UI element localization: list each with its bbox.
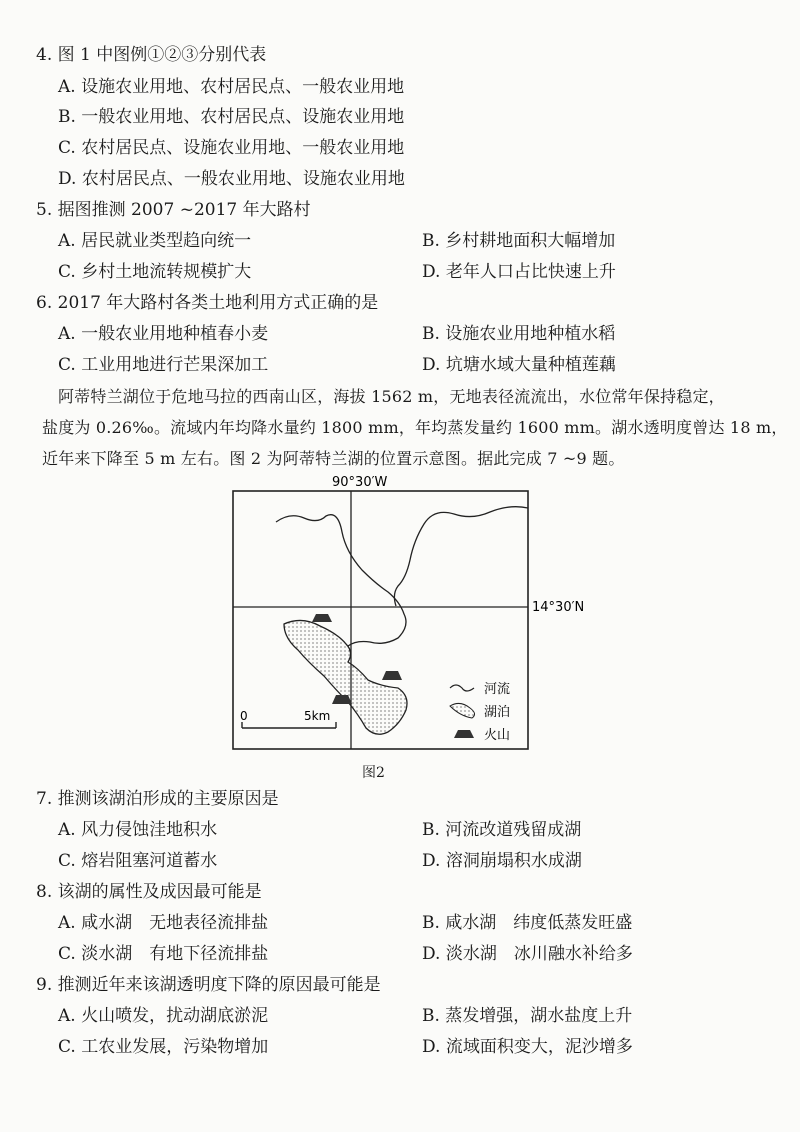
volcano-north (312, 614, 332, 622)
legend-volcano-symbol (454, 730, 474, 738)
q8-option-b: B. 咸水湖 纬度低蒸发旺盛 (422, 913, 633, 933)
scale-km-label: 5km (304, 709, 331, 723)
figure-caption: 图2 (362, 765, 385, 781)
q7-option-a: A. 风力侵蚀洼地积水 (58, 820, 218, 840)
q9-option-a: A. 火山喷发，扰动湖底淤泥 (58, 1006, 269, 1026)
q9-option-d: D. 流域面积变大，泥沙增多 (422, 1037, 633, 1057)
q8-stem: 8. 该湖的属性及成因最可能是 (36, 882, 262, 902)
passage-line-3: 近年来下降至 5 m 左右。图 2 为阿蒂特兰湖的位置示意图。据此完成 7 ~9 题。 (42, 449, 625, 468)
q5-option-c: C. 乡村土地流转规模扩大 (58, 262, 252, 282)
q4-option-b: B. 一般农业用地、农村居民点、设施农业用地 (58, 107, 405, 127)
q6-option-b: B. 设施农业用地种植水稻 (422, 324, 616, 344)
lake-location-map (228, 474, 598, 764)
q7-option-d: D. 溶洞崩塌积水成湖 (422, 851, 582, 871)
scale-zero-label: 0 (240, 709, 248, 723)
q5-option-a: A. 居民就业类型趋向统一 (58, 231, 252, 251)
passage-line-1: 阿蒂特兰湖位于危地马拉的西南山区，海拔 1562 m，无地表径流流出，水位常年保持稳定， (58, 387, 725, 406)
q5-option-b: B. 乡村耕地面积大幅增加 (422, 231, 616, 251)
q7-stem: 7. 推测该湖泊形成的主要原因是 (36, 789, 279, 809)
q4-stem: 4. 图 1 中图例①②③分别代表 (36, 45, 267, 65)
q7-option-c: C. 熔岩阻塞河道蓄水 (58, 851, 218, 871)
q6-option-c: C. 工业用地进行芒果深加工 (58, 355, 269, 375)
q4-option-a: A. 设施农业用地、农村居民点、一般农业用地 (58, 77, 405, 97)
q6-option-a: A. 一般农业用地种植春小麦 (58, 324, 269, 344)
q9-option-c: C. 工农业发展，污染物增加 (58, 1037, 269, 1057)
volcano-east (382, 671, 402, 680)
q8-option-a: A. 咸水湖 无地表径流排盐 (58, 913, 269, 933)
q5-option-d: D. 老年人口占比快速上升 (422, 262, 616, 282)
latitude-label: 14°30′N (532, 600, 585, 615)
q9-stem: 9. 推测近年来该湖透明度下降的原因最可能是 (36, 975, 381, 995)
q4-option-d: D. 农村居民点、一般农业用地、设施农业用地 (58, 169, 405, 189)
legend-volcano-label: 火山 (484, 728, 511, 743)
passage-line-2: 盐度为 0.26‰。流域内年均降水量约 1800 mm，年均蒸发量约 1600 mm。湖水透明度曾达 18 m， (42, 418, 788, 437)
legend-lake-label: 湖泊 (484, 705, 511, 720)
q8-option-d: D. 淡水湖 冰川融水补给多 (422, 944, 633, 964)
q6-stem: 6. 2017 年大路村各类土地利用方式正确的是 (36, 293, 379, 313)
q6-option-d: D. 坑塘水域大量种植莲藕 (422, 355, 616, 375)
q7-option-b: B. 河流改道残留成湖 (422, 820, 582, 840)
q8-option-c: C. 淡水湖 有地下径流排盐 (58, 944, 269, 964)
legend-river-symbol (450, 685, 474, 691)
river-east (394, 507, 528, 606)
q9-option-b: B. 蒸发增强，湖水盐度上升 (422, 1006, 633, 1026)
q5-stem: 5. 据图推测 2007 ~2017 年大路村 (36, 200, 311, 220)
legend-river-label: 河流 (484, 682, 511, 697)
longitude-label: 90°30′W (332, 475, 388, 490)
legend-lake-symbol (450, 703, 475, 718)
q4-option-c: C. 农村居民点、设施农业用地、一般农业用地 (58, 138, 405, 158)
